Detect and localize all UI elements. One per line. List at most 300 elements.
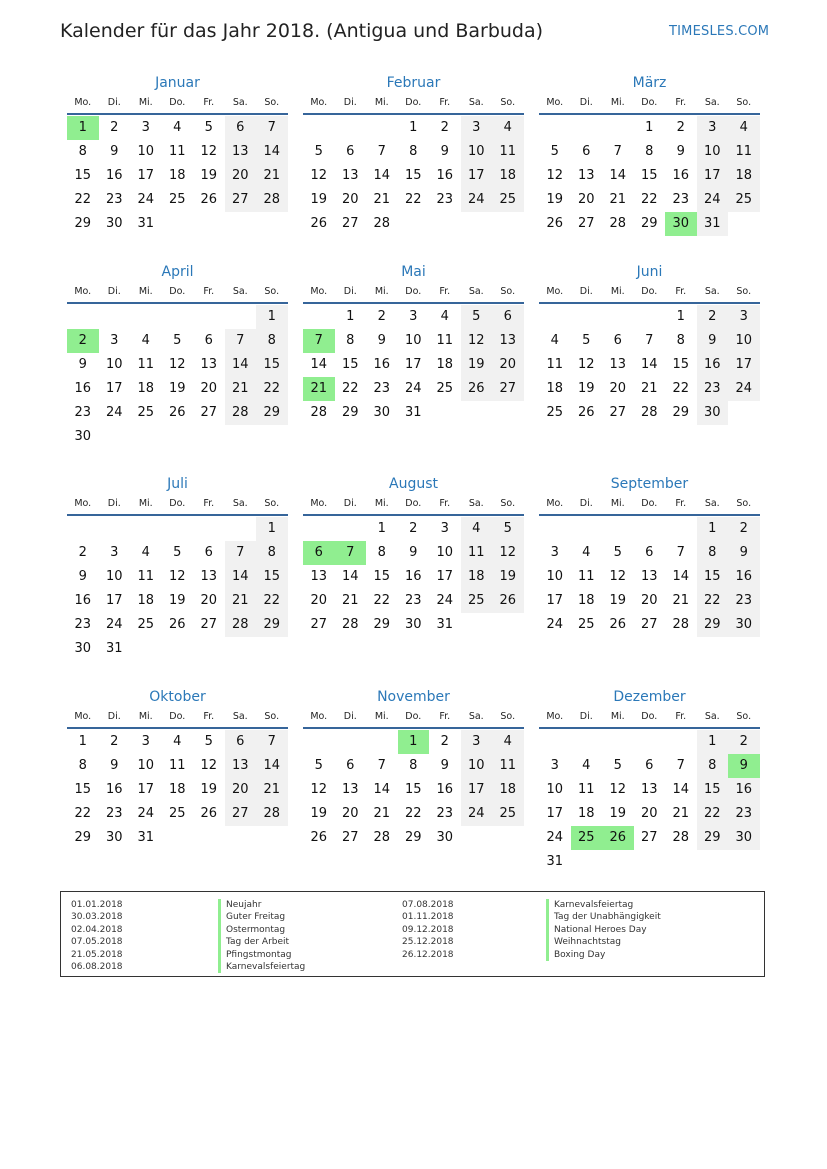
day-cell: 26 [168,405,186,420]
weekday-label: Fr. [675,97,687,108]
empty-day-cell [461,613,493,637]
empty-day-cell [67,517,99,541]
holiday-day-cell: 7 [335,541,367,565]
day-cell: 19 [200,168,218,183]
header-divider [67,113,288,115]
weekday-label: So. [736,97,752,108]
day-cell: 18 [728,164,760,188]
day-cell: 15 [74,168,92,183]
week-row [67,188,288,212]
week-row [303,140,524,164]
day-cell: 26 [200,806,218,821]
week-row [303,353,524,377]
month-11 [539,686,760,874]
day-cell: 10 [436,545,454,560]
holiday-date: 07.05.2018 [71,937,123,948]
week-row [303,826,524,850]
day-cell: 22 [640,192,658,207]
weekday-label: Mo. [310,286,328,297]
month-name: November [377,689,450,705]
day-cell: 29 [404,830,422,845]
day-cell: 2 [110,120,119,135]
day-cell: 24 [137,806,155,821]
empty-day-cell [665,850,697,874]
day-cell: 31 [436,617,454,632]
empty-day-cell [193,637,225,661]
day-cell: 5 [204,120,213,135]
day-cell: 20 [640,806,658,821]
week-row [303,541,524,565]
day-cell: 7 [676,545,685,560]
day-cell: 13 [640,782,658,797]
day-cell: 29 [74,830,92,845]
weekday-label: Do. [169,711,186,722]
holiday-name: Guter Freitag [218,911,305,923]
month-5 [539,261,760,425]
holiday-name: Neujahr [218,899,305,911]
week-row [539,541,760,565]
day-cell: 3 [461,116,493,140]
empty-day-cell [602,850,634,874]
empty-day-cell [193,517,225,541]
empty-day-cell [162,425,194,449]
empty-day-cell [99,425,131,449]
weekday-label: Sa. [232,498,248,509]
empty-day-cell [193,826,225,850]
day-cell: 28 [672,617,690,632]
day-cell: 19 [168,593,186,608]
day-cell: 26 [577,405,595,420]
day-cell: 10 [137,758,155,773]
day-cell: 11 [461,541,493,565]
empty-day-cell [539,116,571,140]
day-cell: 25 [728,188,760,212]
weekday-label: Di. [579,97,593,108]
weekday-label: Mo. [74,286,92,297]
day-cell: 24 [461,802,493,826]
week-row [539,140,760,164]
day-cell: 5 [550,144,559,159]
day-cell: 8 [409,758,418,773]
day-cell: 5 [173,545,182,560]
week-row [303,613,524,637]
day-cell: 27 [640,617,658,632]
week-row [67,140,288,164]
day-cell: 29 [256,401,288,425]
empty-day-cell [634,850,666,874]
weekday-label: So. [264,286,280,297]
day-cell: 8 [377,545,386,560]
weekday-header [303,283,524,301]
day-cell: 21 [373,192,391,207]
month-name: Juni [636,264,663,280]
day-cell: 20 [492,353,524,377]
empty-day-cell [193,212,225,236]
weekday-label: Sa. [704,498,720,509]
brand-link[interactable]: TIMESLES.COM [669,24,770,39]
empty-day-cell [162,826,194,850]
weekday-label: Di. [343,498,357,509]
day-cell: 6 [645,545,654,560]
week-row [67,329,288,353]
weekday-label: Mi. [374,711,389,722]
weekday-label: Sa. [232,97,248,108]
day-cell: 20 [200,381,218,396]
week-row [539,116,760,140]
week-row [303,730,524,754]
weekday-label: Mo. [74,711,92,722]
day-cell: 17 [105,593,123,608]
empty-day-cell [256,425,288,449]
day-cell: 4 [173,734,182,749]
empty-day-cell [335,116,367,140]
day-cell: 23 [74,617,92,632]
day-cell: 15 [697,778,729,802]
day-cell: 1 [256,517,288,541]
empty-day-cell [225,212,257,236]
day-cell: 13 [225,754,257,778]
day-cell: 11 [546,357,564,372]
day-cell: 25 [492,188,524,212]
day-cell: 17 [546,806,564,821]
empty-day-cell [366,730,398,754]
week-row [67,778,288,802]
day-cell: 31 [105,641,123,656]
day-cell: 12 [200,144,218,159]
weekday-label: Sa. [704,711,720,722]
empty-day-cell [303,305,335,329]
empty-day-cell [602,116,634,140]
day-cell: 15 [640,168,658,183]
day-cell: 20 [577,192,595,207]
weekday-label: Mi. [138,286,153,297]
month-name: April [161,264,194,280]
empty-day-cell [571,517,603,541]
empty-day-cell [99,517,131,541]
day-cell: 27 [492,377,524,401]
empty-day-cell [697,850,729,874]
day-cell: 7 [377,144,386,159]
day-cell: 19 [310,806,328,821]
empty-day-cell [366,116,398,140]
month-name: Januar [155,75,200,91]
day-cell: 3 [110,333,119,348]
legend-names-col-2 [546,899,661,961]
day-cell: 12 [577,357,595,372]
day-cell: 17 [436,569,454,584]
empty-day-cell [162,637,194,661]
weekday-label: Fr. [203,498,215,509]
holiday-date: 09.12.2018 [402,924,454,935]
weekday-label: Do. [641,97,658,108]
weekday-label: So. [736,711,752,722]
day-cell: 30 [728,613,760,637]
holiday-date: 01.01.2018 [71,900,123,910]
day-cell: 25 [546,405,564,420]
day-cell: 27 [225,802,257,826]
holiday-day-cell: 6 [303,541,335,565]
empty-day-cell [162,517,194,541]
day-cell: 24 [404,381,422,396]
day-cell: 14 [225,353,257,377]
day-cell: 4 [582,758,591,773]
day-cell: 1 [409,120,418,135]
day-cell: 22 [404,192,422,207]
holiday-day-cell: 21 [303,377,335,401]
weekday-label: Mi. [610,286,625,297]
weekday-label: Sa. [468,97,484,108]
day-cell: 30 [105,216,123,231]
day-cell: 27 [341,830,359,845]
day-cell: 5 [582,333,591,348]
day-cell: 18 [577,806,595,821]
day-cell: 20 [225,164,257,188]
weekday-label: Do. [169,286,186,297]
day-cell: 9 [728,541,760,565]
day-cell: 28 [373,216,391,231]
day-cell: 23 [436,806,454,821]
empty-day-cell [193,305,225,329]
day-cell: 6 [225,730,257,754]
day-cell: 27 [225,188,257,212]
weekday-label: Di. [579,286,593,297]
day-cell: 20 [341,192,359,207]
month-name: Oktober [149,689,206,705]
day-cell: 9 [676,144,685,159]
week-row [303,212,524,236]
day-cell: 12 [310,168,328,183]
empty-day-cell [303,116,335,140]
day-cell: 8 [78,144,87,159]
weekday-label: Fr. [439,97,451,108]
month-name: Mai [401,264,426,280]
weekday-label: Mi. [138,711,153,722]
week-row [539,517,760,541]
holiday-name: Weihnachtstag [546,936,661,948]
weekday-header [303,94,524,112]
weekday-label: Sa. [468,498,484,509]
day-cell: 4 [440,309,449,324]
week-row [303,377,524,401]
day-cell: 29 [256,613,288,637]
week-row [67,517,288,541]
week-row [67,754,288,778]
day-cell: 22 [697,589,729,613]
day-cell: 24 [105,405,123,420]
day-cell: 7 [225,541,257,565]
week-row [539,212,760,236]
week-row [67,565,288,589]
week-row [67,613,288,637]
week-row [67,305,288,329]
holiday-name: Karnevalsfeiertag [546,899,661,911]
week-row [67,425,288,449]
weekday-label: Mi. [610,97,625,108]
weekday-label: Di. [107,97,121,108]
day-cell: 12 [168,357,186,372]
page-title: Kalender für das Jahr 2018. (Antigua und Barbuda) [60,20,544,42]
month-1 [303,72,524,236]
week-row [303,517,524,541]
day-cell: 23 [728,802,760,826]
day-cell: 11 [137,569,155,584]
day-cell: 11 [728,140,760,164]
day-cell: 19 [461,353,493,377]
weekday-label: Do. [641,711,658,722]
holiday-date: 21.05.2018 [71,949,123,960]
day-cell: 23 [436,192,454,207]
day-cell: 13 [640,569,658,584]
day-cell: 20 [640,593,658,608]
day-cell: 2 [78,545,87,560]
weekday-label: So. [736,498,752,509]
holiday-date: 06.08.2018 [71,961,123,972]
day-cell: 14 [373,168,391,183]
week-row [539,401,760,425]
day-cell: 25 [137,617,155,632]
day-cell: 13 [310,569,328,584]
empty-day-cell [303,730,335,754]
day-cell: 25 [168,192,186,207]
day-cell: 12 [609,782,627,797]
day-cell: 18 [168,168,186,183]
day-cell: 21 [609,192,627,207]
day-cell: 22 [74,192,92,207]
day-cell: 1 [78,734,87,749]
day-cell: 9 [377,333,386,348]
empty-day-cell [728,401,760,425]
empty-day-cell [539,730,571,754]
month-0 [67,72,288,236]
day-cell: 28 [373,830,391,845]
empty-day-cell [492,613,524,637]
day-cell: 19 [492,565,524,589]
weekday-label: Mo. [546,498,564,509]
weekday-label: Do. [405,286,422,297]
day-cell: 22 [404,806,422,821]
weekday-label: So. [500,97,516,108]
day-cell: 6 [492,305,524,329]
day-cell: 14 [310,357,328,372]
day-cell: 30 [74,641,92,656]
day-cell: 21 [341,593,359,608]
empty-day-cell [728,212,760,236]
month-4 [303,261,524,425]
day-cell: 23 [728,589,760,613]
day-cell: 4 [728,116,760,140]
day-cell: 30 [728,826,760,850]
empty-day-cell [461,826,493,850]
day-cell: 29 [640,216,658,231]
day-cell: 13 [225,140,257,164]
empty-day-cell [539,305,571,329]
weekday-label: Mo. [310,97,328,108]
day-cell: 27 [341,216,359,231]
header-divider [303,727,524,729]
day-cell: 4 [141,545,150,560]
day-cell: 12 [461,329,493,353]
day-cell: 14 [256,754,288,778]
day-cell: 3 [728,305,760,329]
empty-day-cell [225,637,257,661]
weekday-label: So. [500,498,516,509]
holiday-day-cell: 1 [67,116,99,140]
day-cell: 28 [225,613,257,637]
week-row [539,164,760,188]
day-cell: 2 [440,120,449,135]
day-cell: 7 [256,116,288,140]
empty-day-cell [225,517,257,541]
day-cell: 22 [697,802,729,826]
day-cell: 1 [256,305,288,329]
day-cell: 17 [697,164,729,188]
empty-day-cell [130,637,162,661]
day-cell: 5 [314,144,323,159]
weekday-label: Sa. [232,286,248,297]
week-row [303,778,524,802]
day-cell: 4 [550,333,559,348]
day-cell: 6 [204,333,213,348]
day-cell: 29 [373,617,391,632]
empty-day-cell [539,517,571,541]
header-divider [539,302,760,304]
day-cell: 15 [404,782,422,797]
day-cell: 25 [137,405,155,420]
day-cell: 2 [409,521,418,536]
month-name: Dezember [613,689,686,705]
weekday-label: Do. [641,498,658,509]
week-row [303,164,524,188]
holiday-date: 02.04.2018 [71,924,123,935]
weekday-label: Do. [405,498,422,509]
day-cell: 8 [256,329,288,353]
day-cell: 4 [582,545,591,560]
day-cell: 12 [546,168,564,183]
week-row [303,188,524,212]
empty-day-cell [193,425,225,449]
week-row [303,565,524,589]
weekday-label: Mi. [610,498,625,509]
weekday-label: Fr. [439,286,451,297]
day-cell: 19 [577,381,595,396]
day-cell: 19 [609,593,627,608]
day-cell: 21 [672,593,690,608]
day-cell: 16 [436,782,454,797]
empty-day-cell [162,212,194,236]
holiday-name: National Heroes Day [546,924,661,936]
empty-day-cell [665,517,697,541]
holiday-date: 25.12.2018 [402,937,454,948]
day-cell: 7 [256,730,288,754]
weekday-header [67,495,288,513]
weekday-label: So. [500,286,516,297]
day-cell: 3 [550,758,559,773]
day-cell: 24 [546,617,564,632]
day-cell: 31 [697,212,729,236]
empty-day-cell [67,305,99,329]
day-cell: 13 [200,357,218,372]
day-cell: 26 [310,216,328,231]
day-cell: 13 [577,168,595,183]
day-cell: 1 [676,309,685,324]
day-cell: 6 [204,545,213,560]
day-cell: 10 [105,357,123,372]
empty-day-cell [634,305,666,329]
day-cell: 21 [373,806,391,821]
weekday-label: Mo. [546,97,564,108]
empty-day-cell [492,401,524,425]
day-cell: 14 [640,357,658,372]
